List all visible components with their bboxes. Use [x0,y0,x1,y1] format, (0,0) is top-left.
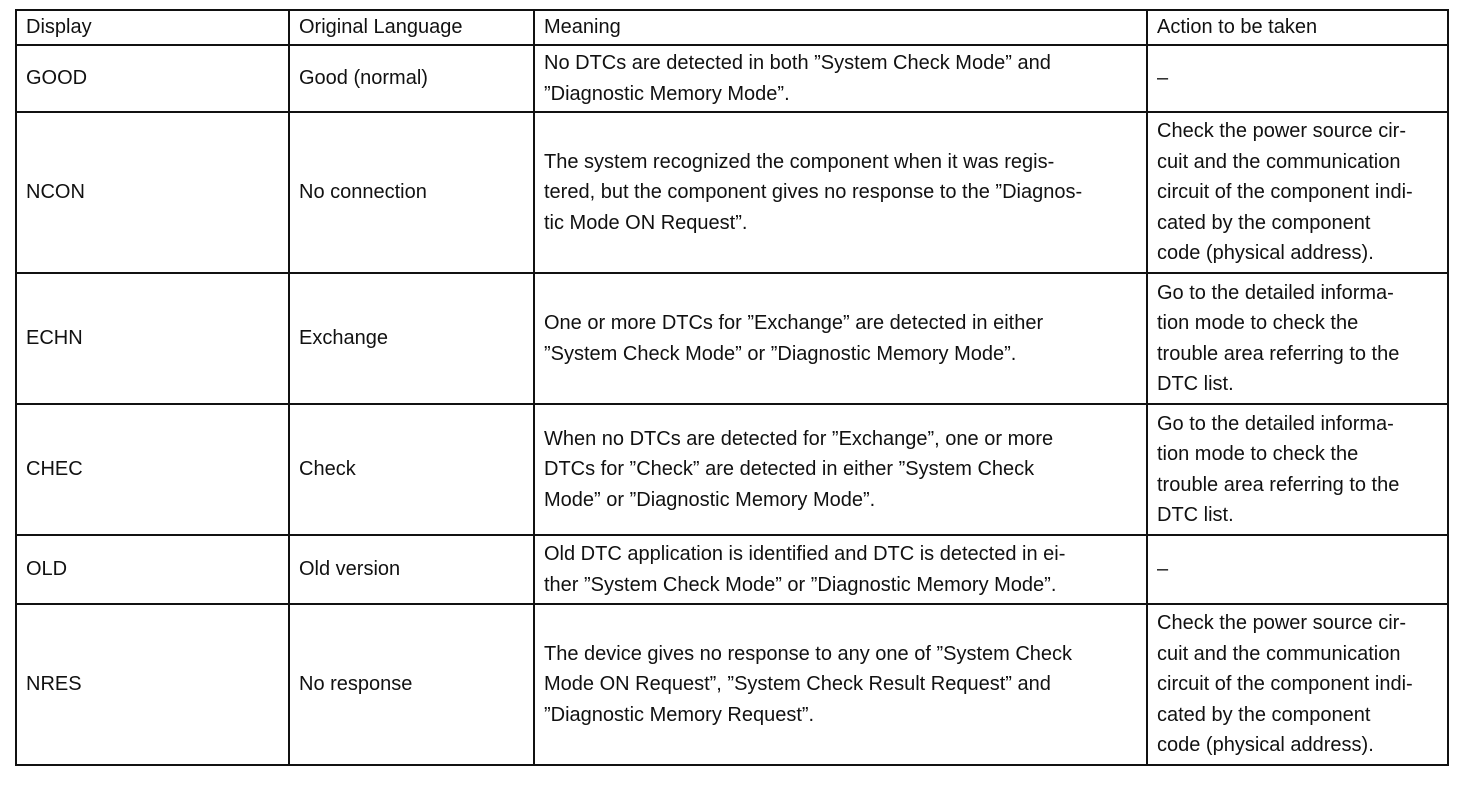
cell-display: NCON [16,112,289,273]
cell-original-language: Check [289,404,534,535]
cell-action: Go to the detailed informa- tion mode to check the trouble area referring to the DTC list. [1147,404,1448,535]
cell-meaning: The device gives no response to any one of ”System Check Mode ON Request”, ”System Check Result Request” and ”Diagnostic Memory Request”. [534,604,1147,765]
cell-display: CHEC [16,404,289,535]
cell-display: ECHN [16,273,289,404]
header-original-language: Original Language [289,10,534,45]
cell-original-language: No response [289,604,534,765]
cell-action: Check the power source cir- cuit and the communication circuit of the component indi- cated by the component code (physical address). [1147,112,1448,273]
cell-display: NRES [16,604,289,765]
header-action: Action to be taken [1147,10,1448,45]
header-display: Display [16,10,289,45]
cell-original-language: No connection [289,112,534,273]
cell-meaning: The system recognized the component when it was regis- tered, but the component gives no response to the ”Diagnos- tic Mode ON Request”. [534,112,1147,273]
table-row [16,404,1448,535]
dtc-display-table-container [15,9,1447,766]
cell-meaning: When no DTCs are detected for ”Exchange”, one or more DTCs for ”Check” are detected in either ”System Check Mode” or ”Diagnostic Memory Mode”. [534,404,1147,535]
table-row [16,273,1448,404]
cell-original-language: Exchange [289,273,534,404]
cell-meaning: Old DTC application is identified and DTC is detected in ei- ther ”System Check Mode” or ”Diagnostic Memory Mode”. [534,535,1147,604]
header-meaning: Meaning [534,10,1147,45]
cell-meaning: No DTCs are detected in both ”System Check Mode” and ”Diagnostic Memory Mode”. [534,45,1147,112]
table-row [16,535,1448,604]
cell-display: GOOD [16,45,289,112]
table-row [16,112,1448,273]
table-row [16,45,1448,112]
cell-meaning: One or more DTCs for ”Exchange” are detected in either ”System Check Mode” or ”Diagnostic Memory Mode”. [534,273,1147,404]
dtc-display-table [15,9,1449,766]
cell-action: Go to the detailed informa- tion mode to check the trouble area referring to the DTC list. [1147,273,1448,404]
table-row [16,604,1448,765]
cell-original-language: Old version [289,535,534,604]
cell-action: – [1147,535,1448,604]
cell-original-language: Good (normal) [289,45,534,112]
cell-action: – [1147,45,1448,112]
table-header-row [16,10,1448,45]
cell-display: OLD [16,535,289,604]
cell-action: Check the power source cir- cuit and the communication circuit of the component indi- cated by the component code (physical address). [1147,604,1448,765]
